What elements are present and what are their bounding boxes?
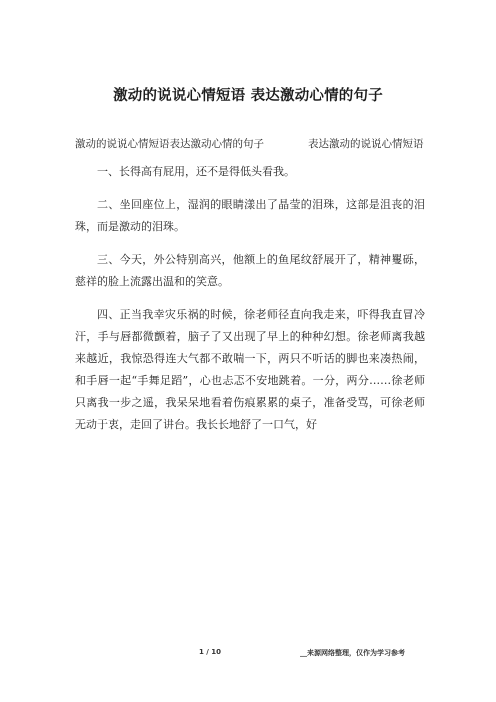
document-title: 激动的说说心情短语 表达激动心情的句子	[113, 88, 383, 104]
intro-line	[75, 133, 425, 155]
page-number: 1 / 10	[198, 648, 222, 656]
paragraph-1: 一、长得高有屁用，还不是得低头看我。	[97, 165, 295, 178]
intro-text-part1: 激动的说说心情短语表达激动心情的句子	[75, 138, 264, 150]
paragraph-2: 二、坐回座位上，湿润的眼睛漾出了晶莹的泪珠，这部是沮丧的泪珠，而是激动的泪珠。	[75, 198, 425, 233]
paragraph-4: 四、正当我幸灾乐祸的时候，徐老师径直向我走来，吓得我直冒冷汗，手与唇都微颤着，脑子了又出现了早上的种种幻想。徐老师离我越来越近，我惊恐得连大气都不敢喘一下，两只不听话的脚也来凑热闹，和手唇一起“手舞足蹈”，心也忐忑不安地跳着。一分，两分……徐老师只离我一步之遥，我呆呆地看着伤痕累累的桌子，准备受骂，可徐老师无动于衷，走回了讲台。我长长地舒了一口气，好	[75, 308, 425, 431]
paragraph-3: 三、今天，外公特别高兴，他额上的鱼尾纹舒展开了，精神矍砾，慈祥的脸上流露出温和的笑意。	[75, 253, 425, 288]
document-body	[75, 133, 425, 447]
source-note: __来源网络整理，仅作为学习参考	[300, 649, 405, 657]
intro-text-part2: 表达激动的说说心情短语	[308, 138, 424, 150]
